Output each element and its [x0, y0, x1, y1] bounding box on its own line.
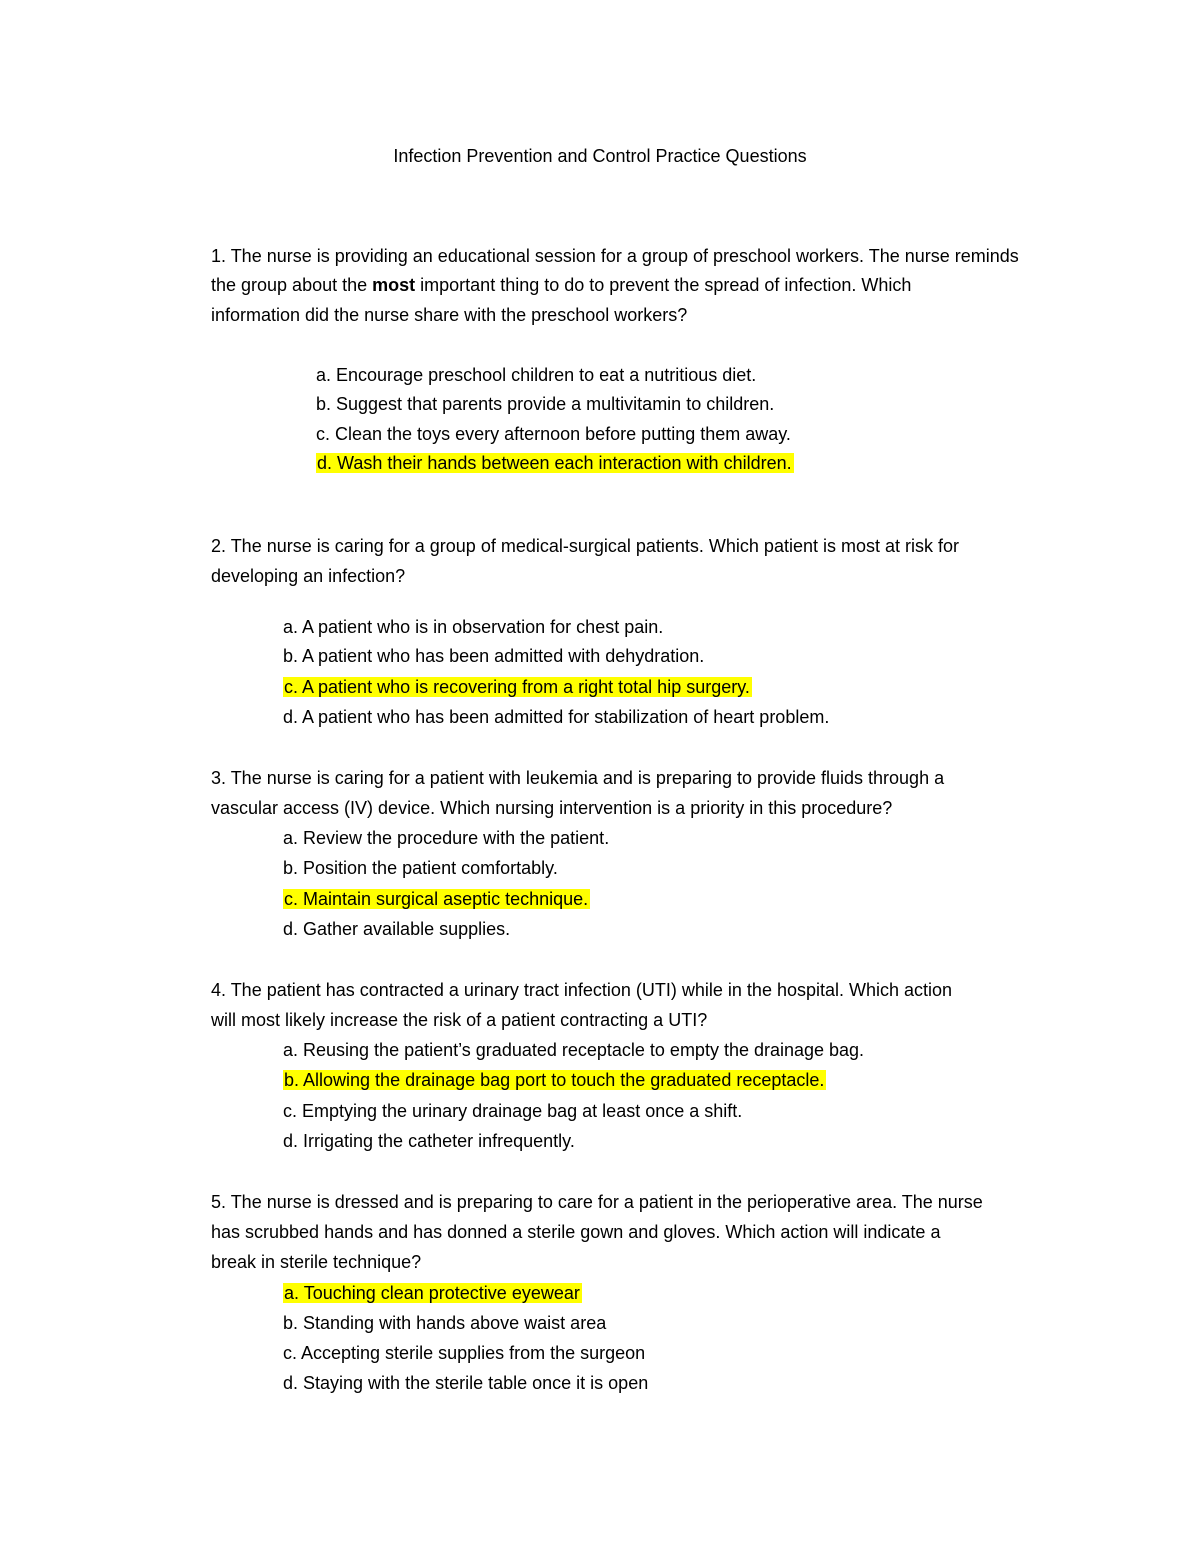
question-1-stem-line-3: information did the nurse share with the preschool workers?	[211, 305, 688, 325]
question-5-stem-line-3: break in sterile technique?	[211, 1252, 422, 1272]
page-title: Infection Prevention and Control Practice Questions	[393, 146, 807, 166]
question-2-option-b: b. A patient who has been admitted with dehydration.	[283, 646, 705, 666]
question-number: 2.	[211, 536, 227, 556]
question-3-option-d: d. Gather available supplies.	[283, 919, 511, 939]
question-1-option-a: a. Encourage preschool children to eat a nutritious diet.	[316, 365, 757, 385]
question-4-option-b-answer	[283, 1067, 826, 1093]
question-1-option-c: c. Clean the toys every afternoon before putting them away.	[316, 424, 791, 444]
question-2-option-d: d. A patient who has been admitted for stabilization of heart problem.	[283, 707, 830, 727]
question-3-stem-line-1: 3. The nurse is caring for a patient with leukemia and is preparing to provide fluids through a	[211, 768, 945, 788]
question-1-stem-line-1: 1. The nurse is providing an educational session for a group of preschool workers. The nurse reminds	[211, 246, 1019, 266]
question-4-stem-line-1: 4. The patient has contracted a urinary tract infection (UTI) while in the hospital. Which action	[211, 980, 953, 1000]
question-4-option-d: d. Irrigating the catheter infrequently.	[283, 1131, 575, 1151]
question-1-option-b: b. Suggest that parents provide a multivitamin to children.	[316, 394, 775, 414]
answer-highlight: c. A patient who is recovering from a right total hip surgery.	[284, 677, 750, 697]
question-3-option-a: a. Review the procedure with the patient.	[283, 828, 610, 848]
question-2-stem-line-2: developing an infection?	[211, 566, 406, 586]
question-5-option-a-answer	[283, 1280, 582, 1306]
answer-highlight: c. Maintain surgical aseptic technique.	[284, 889, 589, 909]
question-1-option-d-answer	[316, 450, 794, 476]
question-number: 3.	[211, 768, 227, 788]
question-5-option-b: b. Standing with hands above waist area	[283, 1313, 607, 1333]
answer-highlight: a. Touching clean protective eyewear	[284, 1283, 580, 1303]
question-4-option-c: c. Emptying the urinary drainage bag at least once a shift.	[283, 1101, 743, 1121]
question-2-stem-line-1: 2. The nurse is caring for a group of medical-surgical patients. Which patient is most at risk for	[211, 536, 959, 556]
question-number: 1.	[211, 246, 227, 266]
question-5-option-d: d. Staying with the sterile table once it is open	[283, 1373, 649, 1393]
question-4-stem-line-2: will most likely increase the risk of a patient contracting a UTI?	[211, 1010, 708, 1030]
question-5-stem-line-1: 5. The nurse is dressed and is preparing to care for a patient in the perioperative area. The nurse	[211, 1192, 983, 1212]
question-number: 4.	[211, 980, 227, 1000]
question-3-option-b: b. Position the patient comfortably.	[283, 858, 558, 878]
question-number: 5.	[211, 1192, 227, 1212]
question-1-stem-line-2: the group about the most important thing to do to prevent the spread of infection. Which	[211, 275, 912, 295]
question-4-option-a: a. Reusing the patient’s graduated receptacle to empty the drainage bag.	[283, 1040, 865, 1060]
question-5-option-c: c. Accepting sterile supplies from the surgeon	[283, 1343, 646, 1363]
answer-highlight: b. Allowing the drainage bag port to touch the graduated receptacle.	[284, 1070, 825, 1090]
question-2-option-c-answer	[283, 674, 752, 700]
emphasis-word: most	[372, 275, 416, 295]
question-5-stem-line-2: has scrubbed hands and has donned a sterile gown and gloves. Which action will indicate a	[211, 1222, 941, 1242]
answer-highlight: d. Wash their hands between each interaction with children.	[317, 453, 792, 473]
question-2-option-a: a. A patient who is in observation for chest pain.	[283, 617, 664, 637]
question-3-option-c-answer	[283, 886, 590, 912]
question-3-stem-line-2: vascular access (IV) device. Which nursing intervention is a priority in this procedure?	[211, 798, 893, 818]
